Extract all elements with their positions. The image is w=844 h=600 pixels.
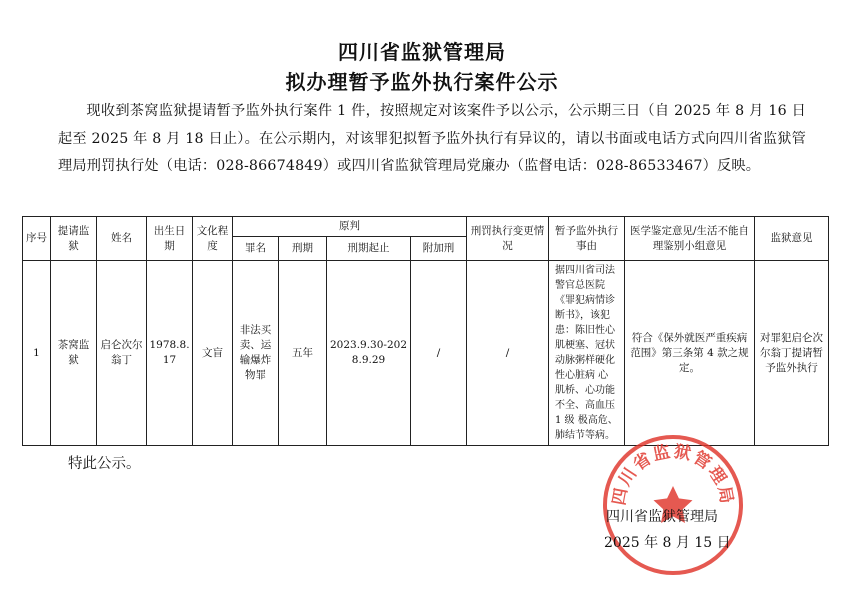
document-subtitle: 拟办理暂予监外执行案件公示 — [285, 70, 559, 94]
header-name: 姓名 — [97, 217, 147, 261]
header-medical-opinion: 医学鉴定意见/生活不能自理鉴别小组意见 — [625, 217, 755, 261]
official-seal-icon — [598, 430, 748, 580]
cell-name: 启仑次尔翁丁 — [97, 261, 147, 446]
cell-crime: 非法买卖、运输爆炸物罪 — [233, 261, 279, 446]
cell-term: 五年 — [279, 261, 327, 446]
header-extra-penalty: 附加刑 — [411, 237, 467, 261]
header-crime: 罪名 — [233, 237, 279, 261]
cell-prison: 茶窝监狱 — [51, 261, 97, 446]
cell-birth: 1978.8.17 — [147, 261, 193, 446]
table-row — [23, 261, 829, 446]
cell-seq: 1 — [23, 261, 51, 446]
issue-date: 2025 年 8 月 15 日 — [604, 535, 731, 551]
announcement-paragraph: 现收到茶窝监狱提请暂予监外执行案件 1 件，按照规定对该案件予以公示，公示期三日（自 2025 年 8 月 16 日起至 2025 年 8 月 18 日止）。在公示期内，对该罪犯拟暂予监外执行有异议的，请以书面或电话方式向四川省监狱管理局刑罚执行处（电话：028-86674849）或四川省监狱管理局党廉办（监督电话：028-86533467）反映。 — [58, 103, 806, 174]
header-education: 文化程度 — [193, 217, 233, 261]
header-prison-opinion: 监狱意见 — [755, 217, 829, 261]
document-title: 四川省监狱管理局 — [338, 40, 506, 64]
cell-medical-opinion: 符合《保外就医严重疾病范围》第三条第 4 款之规定。 — [625, 261, 755, 446]
header-reason: 暂予监外执行事由 — [549, 217, 625, 261]
header-prison: 提请监狱 — [51, 217, 97, 261]
cell-period: 2023.9.30-2028.9.29 — [327, 261, 411, 446]
header-period: 刑期起止 — [327, 237, 411, 261]
header-sentence-change: 刑罚执行变更情况 — [467, 217, 549, 261]
header-seq: 序号 — [23, 217, 51, 261]
seal-text: 四川省监狱管理局 — [609, 441, 737, 507]
header-birth: 出生日期 — [147, 217, 193, 261]
cell-prison-opinion: 对罪犯启仑次尔翁丁提请暂予监外执行 — [755, 261, 829, 446]
header-term: 刑期 — [279, 237, 327, 261]
cell-extra-penalty: / — [411, 261, 467, 446]
case-table — [22, 216, 829, 446]
cell-sentence-change: / — [467, 261, 549, 446]
cell-reason: 据四川省司法警官总医院《罪犯病情诊断书》，该犯患：陈旧性心肌梗塞、冠状动脉粥样硬化性心脏病 心肌桥、心功能不全、高血压 1 级 极高危、肺结节等病。 — [549, 261, 625, 446]
cell-education: 文盲 — [193, 261, 233, 446]
closing-note: 特此公示。 — [68, 456, 141, 472]
issuer-signature: 四川省监狱管理局 — [606, 509, 718, 525]
header-original-sentence: 原判 — [233, 217, 467, 237]
